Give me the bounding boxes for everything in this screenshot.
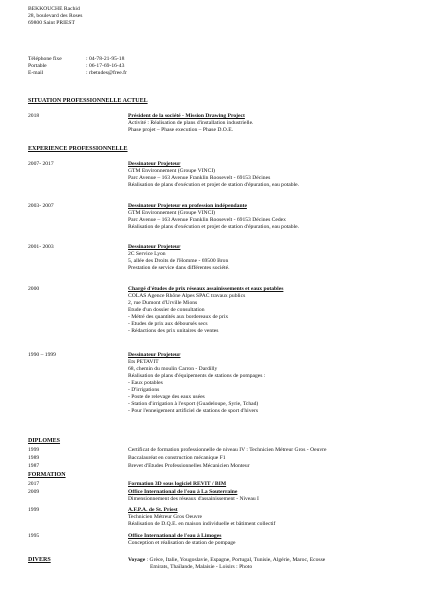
situation-line: Phase projet – Phase execution – Phase D.O.E. bbox=[128, 126, 234, 133]
diploma-year: 1989 bbox=[28, 455, 40, 461]
divers-content bbox=[128, 557, 325, 571]
experience-line: COLAS Agence Rhône Alpes SPAC travaux publics bbox=[128, 292, 246, 299]
situation-line: Activité : Réalisation de plans d'installation industrielle. bbox=[128, 119, 254, 126]
section-title-experience: EXPERIENCE PROFESSIONNELLE bbox=[28, 146, 128, 152]
phone-label: Téléphone fixe bbox=[28, 56, 62, 62]
formation-year: 2009 bbox=[28, 489, 40, 495]
email-value: : rbetudes@free.fr bbox=[86, 69, 127, 76]
experience-line: - D'irrigations bbox=[128, 386, 160, 393]
email-label: E-mail bbox=[28, 69, 44, 76]
experience-line: - Station d'irrigation à l'export (Guadeloupe, Syrie, Tchad) bbox=[128, 400, 259, 407]
situation-role: Président de la société - Mission Drawing Project bbox=[128, 113, 245, 119]
experience-years: 2003- 2007 bbox=[28, 203, 54, 209]
experience-line: Etude d'un dossier de consultation bbox=[128, 306, 205, 313]
experience-line: - Etudes de prix aux déboursés secs bbox=[128, 320, 208, 327]
phone-value: : 04-78-21-95-18 bbox=[86, 56, 125, 62]
address-line-1: 28, boulevard des Roses bbox=[28, 12, 83, 19]
experience-line: - Poste de relevage des eaux usées bbox=[128, 393, 205, 400]
formation-line: Technicien Métreur Gros Oeuvre bbox=[128, 513, 203, 520]
experience-years: 2001- 2003 bbox=[28, 244, 54, 250]
experience-line: Réalisation de plans d'exécution et projet de station d'épuration, eau potable. bbox=[128, 181, 300, 188]
experience-role: Chargé d'études de prix réseaux assainissements et eaux potables bbox=[128, 286, 284, 292]
experience-line: - Pour l'enneigement artificiel de stations de sport d'hivers bbox=[128, 407, 259, 414]
voyage-countries: : Grèce, Italie, Yougoslavie, Espagne, Portugal, Tunisie, Algérie, Maroc, Ecosse bbox=[145, 557, 326, 563]
situation-year: 2018 bbox=[28, 113, 40, 119]
voyage-countries-cont: Emirats, Thaïlande, Malaisie - Loisirs : Photo bbox=[150, 563, 253, 570]
formation-title: Office International de l'eau à La Souterraine bbox=[128, 489, 238, 495]
experience-role: Dessinateur Projeteur bbox=[128, 244, 181, 250]
experience-line: GTM Environnement (Groupe VINCI) bbox=[128, 167, 216, 174]
section-title-diplomes: DIPLOMES bbox=[28, 438, 61, 444]
experience-years: 2007- 2017 bbox=[28, 161, 54, 167]
person-name: BEKKOUCHE Rachid bbox=[28, 6, 80, 12]
formation-year: 1995 bbox=[28, 533, 40, 539]
diploma-year: 1999 bbox=[28, 447, 40, 453]
mobile-value: : 06-17-69-16-43 bbox=[86, 62, 125, 69]
formation-line: Réalisation de D.Q.E. en maison individuelle et bâtiment collectif bbox=[128, 520, 276, 527]
section-title-divers: DIVERS bbox=[28, 557, 51, 563]
experience-line: Ets PETAVIT bbox=[128, 358, 159, 365]
experience-line: - Métré des quantités aux bordereaux de prix bbox=[128, 313, 229, 320]
experience-line: - Eaux potables bbox=[128, 379, 163, 386]
formation-year: 1999 bbox=[28, 507, 40, 513]
experience-line: 5, allée des Droits de l'Homme - 69500 Bron bbox=[128, 257, 229, 264]
diploma-text: Certificat de formation professionnelle de niveau IV : Technicien Métreur Gros - Oeuvre bbox=[128, 447, 327, 453]
experience-line: 2C Service Lyon bbox=[128, 250, 166, 257]
formation-line: Conception et réalisation de station de pompage bbox=[128, 539, 236, 546]
contact-details bbox=[28, 56, 127, 77]
experience-line: 68, chemin du moulin Carron - Dardilly bbox=[128, 365, 218, 372]
experience-role: Dessinateur Projeteur en profession indépendante bbox=[128, 203, 247, 209]
formation-year: 2017 bbox=[28, 481, 40, 487]
experience-line: Parc Avenue – 163 Avenue Franklin Roosevelt - 69153 Décines Cedex bbox=[128, 216, 286, 223]
experience-role: Dessinateur Projeteur bbox=[128, 352, 181, 358]
experience-line: 2, rue Dumont d'Urville Mions bbox=[128, 299, 198, 306]
diploma-year: 1987 bbox=[28, 463, 40, 469]
diploma-text: Brevet d'Etudes Professionnelles Mécanicien Monteur bbox=[128, 463, 250, 469]
experience-line: Réalisation de plans d'équipements de stations de pompages : bbox=[128, 372, 266, 379]
mobile-label: Portable bbox=[28, 62, 47, 69]
section-title-formation: FORMATION bbox=[28, 472, 66, 478]
experience-line: Parc Avenue – 163 Avenue Franklin Roosevelt - 69153 Décines bbox=[128, 174, 271, 181]
formation-title: Formation 3D sous logiciel REVIT / BIM bbox=[128, 481, 227, 487]
experience-years: 1990 – 1999 bbox=[28, 352, 56, 358]
experience-role: Dessinateur Projeteur bbox=[128, 161, 181, 167]
section-title-situation: SITUATION PROFESSIONNELLE ACTUEL bbox=[28, 98, 148, 104]
diploma-text: Baccalauréat en construction mécanique F1 bbox=[128, 455, 226, 461]
formation-title: A.F.P.A. de St. Priest bbox=[128, 507, 178, 513]
experience-line: Réalisation de plans d'exécution et projet de station d'épuration, eau potable. bbox=[128, 223, 300, 230]
formation-line: Dimensionnement des réseaux d'assainissement - Niveau I bbox=[128, 495, 259, 502]
experience-line: Prestation de service dans différentes société. bbox=[128, 264, 230, 271]
voyage-label: Voyage bbox=[128, 557, 146, 563]
experience-line: - Rédactions des prix unitaires de ventes bbox=[128, 327, 219, 334]
experience-years: 2000 bbox=[28, 286, 40, 292]
experience-line: GTM Environnement (Groupe VINCI) bbox=[128, 209, 216, 216]
address-line-2: 69800 Saint PRIEST bbox=[28, 19, 75, 26]
contact-block bbox=[28, 6, 82, 27]
formation-title: Office International de l'eau à Limoges bbox=[128, 533, 222, 539]
